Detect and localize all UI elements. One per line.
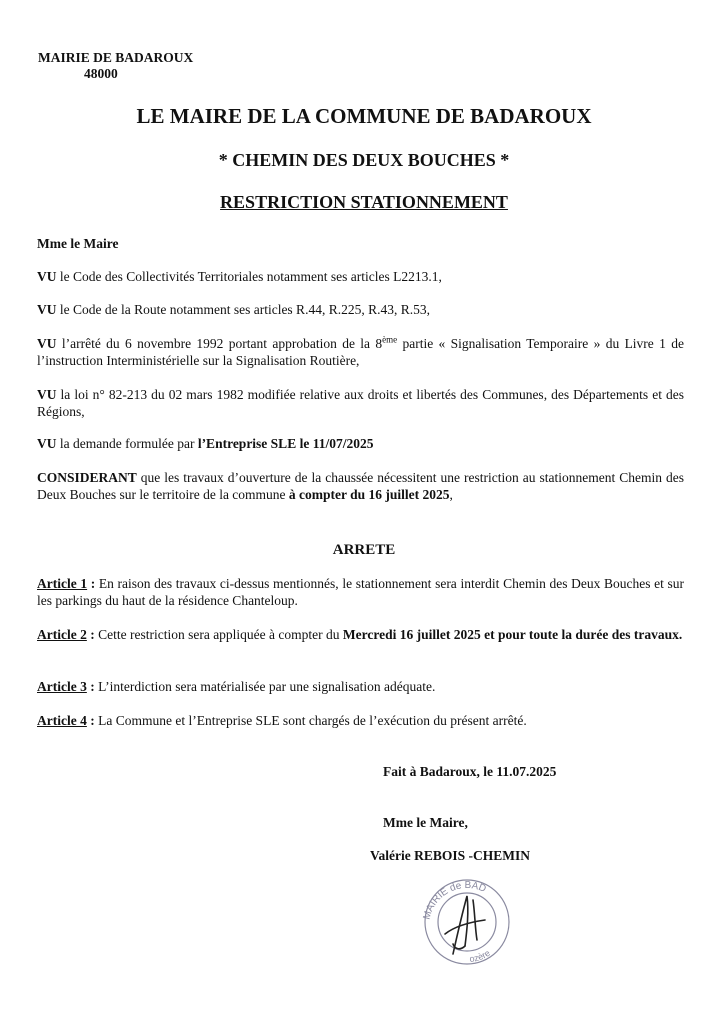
seal-text-top: MAIRIE de BAD <box>421 879 488 921</box>
seal-text-bottom: ozère <box>468 947 492 965</box>
article-4: Article 4 : La Commune et l’Entreprise SLE sont chargés de l’exécution du présent arrêté. <box>37 713 527 728</box>
subject-title: RESTRICTION STATIONNEMENT <box>220 192 508 212</box>
page-title: LE MAIRE DE LA COMMUNE DE BADAROUX <box>136 104 592 128</box>
place-date: Fait à Badaroux, le 11.07.2025 <box>383 764 557 779</box>
handwritten-signature <box>445 896 485 954</box>
consideration-1: VU le Code des Collectivités Territoriales notamment ses articles L2213.1, <box>37 269 442 284</box>
considerant: CONSIDERANT que les travaux d’ouverture de la chaussée nécessitent une restriction au stationnement Chemin des Deux Bouches sur le territoire de la commune à compter du 16 juillet 2025, <box>37 470 684 502</box>
mairie-name: MAIRIE DE BADAROUX <box>38 50 194 65</box>
signatory-role: Mme le Maire, <box>383 815 468 830</box>
street-title: * CHEMIN DES DEUX BOUCHES * <box>218 150 510 170</box>
mairie-postcode: 48000 <box>84 66 118 81</box>
official-seal-with-signature <box>395 866 535 966</box>
consideration-5: VU la demande formulée par l’Entreprise SLE le 11/07/2025 <box>37 436 374 451</box>
consideration-3: VU l’arrêté du 6 novembre 1992 portant approbation de la 8ème partie « Signalisation Temporaire » du Livre 1 de l’instruction Interministérielle sur la Signalisation Routière, <box>37 334 684 368</box>
arrete-heading: ARRETE <box>332 542 396 558</box>
article-1: Article 1 : En raison des travaux ci-dessus mentionnés, le stationnement sera interdit Chemin des Deux Bouches et sur les parkings du haut de la résidence Chanteloup. <box>37 576 684 608</box>
consideration-2: VU le Code de la Route notamment ses articles R.44, R.225, R.43, R.53, <box>37 302 430 317</box>
article-3: Article 3 : L’interdiction sera matérialisée par une signalisation adéquate. <box>37 679 436 694</box>
article-2: Article 2 : Cette restriction sera appliquée à compter du Mercredi 16 juillet 2025 et pour toute la durée des travaux. <box>37 627 683 642</box>
signatory-name: Valérie REBOIS -CHEMIN <box>370 848 531 863</box>
addressee: Mme le Maire <box>37 236 119 251</box>
consideration-4: VU la loi n° 82-213 du 02 mars 1982 modifiée relative aux droits et libertés des Communes, des Départements et des Régions, <box>37 387 684 419</box>
